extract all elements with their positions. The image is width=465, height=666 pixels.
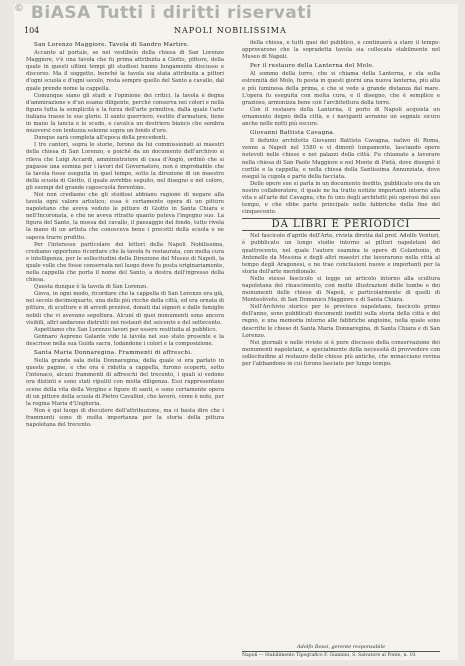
divider	[242, 230, 440, 231]
article-heading: Giovanni Battista Cavagna.	[250, 130, 336, 137]
page-number: 104	[24, 26, 40, 35]
left-column	[26, 40, 224, 429]
watermark	[14, 3, 434, 23]
page-footer	[242, 644, 440, 658]
paragraph: Noi non crediamo che gli studiosi abbiano ragione di negare alla tavola ogni valore artistico; essa è certamente opera di un pittore napoletano che aveva veduto le pitture di Giotto in Santa Chiara e nell'Incoronata, e che ne aveva ritratto quanto poteva l'ingegno suo. La figura del Santo, la mossa del cavallo, il paesaggio del fondo, tutto rivela la mano di un artista che conosceva bene i precetti della scuola e ne sapeva trarre profitto.	[26, 191, 224, 241]
paragraph: Con il restauro della Lanterna, il porto di Napoli acquista un ornamento degno della città, e i naviganti avranno un segnale sicuro anche nelle notti più oscure.	[242, 106, 440, 128]
signature: Adolfo Rossi, gerente responsabile	[296, 644, 386, 650]
paragraph: I tre cantori, sopra le storie, furono da lui commissionati ai maestri della chiesa di San Lorenzo, e poiché da un documento dell'archivio si rileva che Luigi Accardi, amministratore di casa d'Angiò, ordinò che si pagasse una somma per i lavori del Governatore, non è improbabile che la tavola fosse eseguita in quel tempo, sotto la direzione di un maestro della scuola di Giotto, il quale avrebbe seguito, nel disegno e nel colore, gli esempi del grande caposcuola fiorentino.	[26, 142, 224, 191]
article-heading: Per il restauro della Lanterna del Molo.	[250, 63, 375, 70]
page-header	[24, 26, 444, 38]
paragraph: Al sommo della torre, che si chiama della Lanterna, e sta sulla estremità del Molo, fu posta in questi giorni una nuova lanterna, più alta e più luminosa della prima, e che si vede a grande distanza dal mare. L'opera fu eseguita con molta cura, e il disegno, che è semplice e grazioso, armonizza bene con l'architettura della torre.	[242, 71, 440, 106]
paragraph: della chiesa, e tutti quei del pubblico, e continuerà a stare il tempo: approvarono che la sopradetta tavola sia collocata stabilmente nel Museo di Napoli.	[242, 40, 440, 61]
paragraph: Questa dunque è la tavola di San Lorenzo.	[34, 284, 148, 291]
divider	[242, 651, 440, 652]
paragraph: Nello stesso fascicolo si legge un articolo intorno alla scultura napoletana del rinascimento, con molte illustrazioni delle tombe e dei monumenti delle chiese di Napoli, e particolarmente di quelli di Monteoliveto, di San Domenico Maggiore e di Santa Chiara.	[242, 275, 440, 304]
paragraph: Comunque siano gli studi e l'opinione dei critici, la tavola è degna d'ammirazione e d'un esame diligente, perché conserva nei colori e nella figura tutta la semplicità e la forza dell'arte primitiva, dalla quale l'arte italiana trasse le sue glorie. Il santo guerriero, vestito d'armatura, tiene in mano la lancia e lo scudo, e cavalca un destriero bianco che sembra muoversi con lentezza solenne sopra un fondo d'oro.	[26, 92, 224, 135]
paragraph: Per l'interesse particolare dei lettori della Napoli Nobilissima, crediamo opportuno ricordare che la tavola fu restaurata, con molta cura e intelligenza, per le sollecitudini della Direzione del Museo di Napoli, la quale volle che fosse conservata nel luogo dove fu posta originariamente, nella cappella che porta il nome del Santo, a destra dell'ingresso della chiesa.	[26, 241, 224, 284]
paragraph: Accanto al portale, se nel vestibolo della chiesa di San Lorenzo Maggiore, v'è una tavola che fu prima attribuita a Giotto, pittore, della quale in questi ultimi tempi gli studiosi hanno lungamente discusso e discorso. Ma il soggetto, benché la tavola sia stata attribuita a pittori d'ogni scuola e d'ogni secolo, resta sempre quello del Santo a cavallo, dal quale prende nome la cappella.	[26, 50, 224, 92]
right-column	[242, 40, 440, 368]
paragraph: Delle opere sue si parla in un documento inedito, pubblicato ora da un nostro collaboratore, il quale ne ha tratto notizie importanti intorno alla vita e all'arte del Cavagna, che fu uno degli architetti più operosi del suo tempo, e che ebbe parte principale nelle fabbriche della fine del cinquecento.	[242, 180, 440, 216]
paragraph: Aspettiamo che San Lorenzo lavori per essere restituita al pubblico.	[34, 326, 218, 333]
imprint: Napoli — Stabilimento Tipografico F. Giannini, S. Salvatore al Ponte, n. 10.	[242, 653, 417, 658]
paragraph: Gennaro Aspreno Galante vide la tavola nel suo stato presente e la descrisse nella sua Guida sacra, lodandone i colori e la composizione.	[26, 333, 224, 347]
paragraph: Non è qui luogo di discutere dell'attribuzione, ma ci basta dire che i frammenti sono di molta importanza per la storia della pittura napoletana del trecento.	[26, 407, 224, 428]
paragraph: Il defunto architetto Giovanni Battista Cavagna, nativo di Roma, venne a Napoli nel 1580 e vi dimorò lungamente, lasciando opere notevoli nelle chiese e nei palazzi della città. Fu chiamato a lavorare nella chiesa di San Paolo Maggiore e nel Monte di Pietà, dove disegnò il cortile e la cappella, e nella chiesa della Santissima Annunziata, dove eseguì la cupola e parte della facciata.	[242, 138, 440, 180]
paragraph: Nel fascicolo d'aprile dell'Arte, rivista diretta dal prof. Adolfo Venturi, è pubblicato un lungo studio intorno ai pittori napoletani del quattrocento, nel quale l'autore esamina le opere di Colantonio, di Antonello da Messina e degli altri maestri che lavorarono nella città al tempo degli Aragonesi, e ne trae conclusioni nuove e importanti per la storia dell'arte meridionale.	[242, 233, 440, 275]
paragraph: Nei giornali e nelle riviste si è pure discusso della conservazione dei monumenti napoletani, e specialmente della necessità di provvedere con sollecitudine al restauro delle chiese più antiche, che minacciano rovina per l'abbandono in cui furono lasciate per lungo tempo.	[242, 339, 440, 368]
section-title: DA LIBRI E PERIODICI	[271, 219, 411, 231]
paragraph: Dunque sarà completa all'epoca della precedenti.	[34, 135, 168, 142]
copyright-mark: ©	[14, 3, 25, 14]
page-title: NAPOLI NOBILISSIMA	[174, 26, 287, 35]
article-heading: San Lorenzo Maggiore. Tavola di Sandro Martire.	[34, 42, 190, 48]
article-heading: Santa Maria Donnaregina. Frammenti di affreschi.	[34, 350, 193, 357]
paragraph: Nell'Archivio storico per le province napoletane, fascicolo primo dell'anno, sono pubblicati documenti inediti sulla storia della città e del regno, e una memoria intorno alle fabbriche angioine, nella quale sono descritte le chiese di Santa Maria Donnaregina, di Santa Chiara e di San Lorenzo.	[242, 304, 440, 339]
paragraph: Giova, in ogni modo, ricordare che la cappella di San Lorenzo era già, nel secolo decimoquarto, una delle più ricche della città, ed era ornata di pitture, di sculture e di arredi preziosi, donati dai signori e dalle famiglie nobili che vi avevano sepoltura. Alcuni di quei monumenti sono ancora visibili, altri andarono distrutti nei restauri del seicento e del settecento.	[26, 291, 224, 326]
watermark-text: BiASA Tutti i diritti riservati	[30, 3, 313, 23]
paragraph: Nella grande sala della Donnaregina, della quale si era parlato in queste pagine, e che ora è ridotta a cappella, furono scoperti, sotto l'intonaco, alcuni frammenti di affreschi del trecento, i quali si vedono ora distinti e sono stati ripuliti con molta diligenza. Essi rappresentano scene della vita della Vergine e figure di santi, e sono certamente opera di un pittore della scuola di Pietro Cavallini, che lavorò, come è noto, per la regina Maria d'Ungheria.	[26, 358, 224, 407]
